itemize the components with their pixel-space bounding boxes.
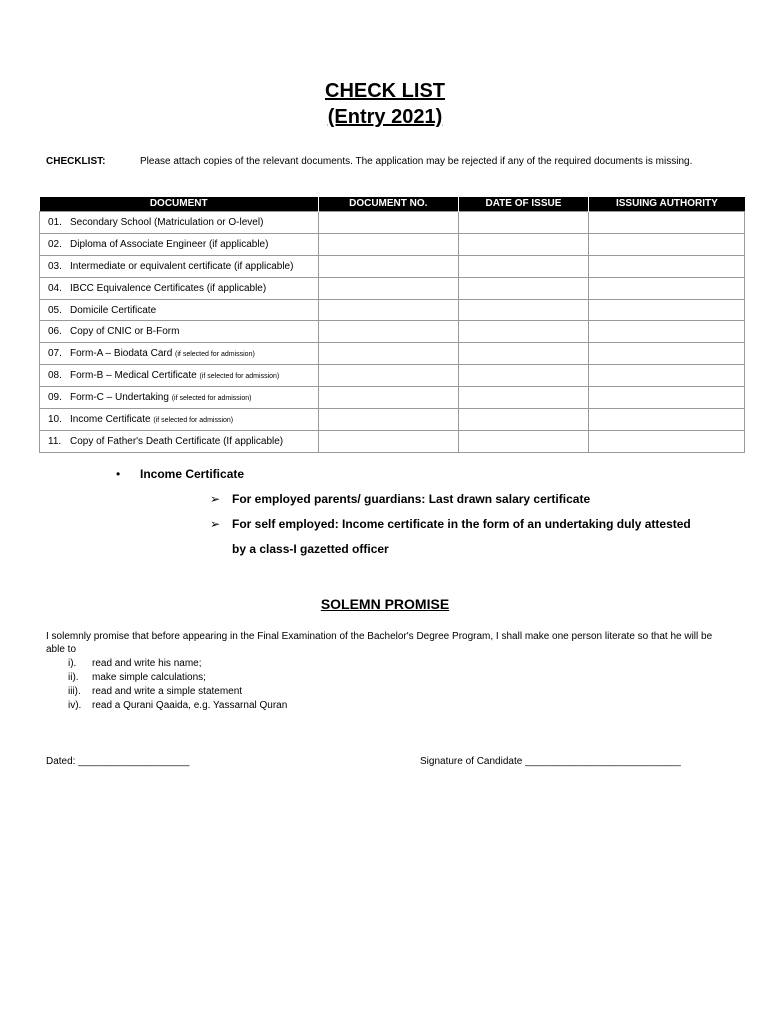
document-note: (if selected for admission) [171, 395, 252, 403]
header-document: DOCUMENT [40, 197, 319, 212]
table-row [40, 387, 745, 409]
date-of-issue-cell[interactable] [458, 255, 589, 277]
document-number: 03. [48, 260, 62, 272]
document-no-cell[interactable] [318, 321, 458, 343]
promise-item-number: i). [68, 658, 77, 669]
table-row [40, 430, 745, 452]
document-note: (if selected for admission) [199, 373, 280, 381]
header-issuing-authority: ISSUING AUTHORITY [589, 197, 745, 212]
promise-item-number: iv). [68, 700, 82, 711]
issuing-authority-cell[interactable] [589, 299, 745, 321]
document-cell [40, 255, 319, 277]
document-name: Form-A – Biodata Card [70, 348, 173, 360]
promise-item-number: iii). [68, 686, 81, 697]
checklist-label: CHECKLIST: [46, 156, 106, 167]
issuing-authority-cell[interactable] [589, 430, 745, 452]
date-of-issue-cell[interactable] [458, 212, 589, 234]
solemn-promise-paragraph: I solemnly promise that before appearing in the Final Examination of the Bachelor's Degree Program, I shall make one person literate so that he will be able to [46, 631, 713, 655]
table-row [40, 321, 745, 343]
document-number: 07. [48, 348, 62, 360]
promise-item-text: read a Qurani Qaaida, e.g. Yassarnal Quran [92, 700, 288, 711]
date-of-issue-cell[interactable] [458, 277, 589, 299]
document-no-cell[interactable] [318, 277, 458, 299]
document-name: Form-B – Medical Certificate [70, 370, 197, 382]
document-no-cell[interactable] [318, 212, 458, 234]
promise-item-text: make simple calculations; [92, 672, 206, 683]
issuing-authority-cell[interactable] [589, 255, 745, 277]
document-number: 08. [48, 370, 62, 382]
document-cell [40, 299, 319, 321]
document-number: 10. [48, 413, 62, 425]
document-no-cell[interactable] [318, 409, 458, 431]
title-block [0, 78, 770, 130]
document-number: 01. [48, 216, 62, 228]
date-of-issue-cell[interactable] [458, 299, 589, 321]
document-cell [40, 409, 319, 431]
document-name: Copy of Father's Death Certificate (If applicable) [70, 435, 284, 447]
document-no-cell[interactable] [318, 430, 458, 452]
document-cell [40, 343, 319, 365]
table-header-row [40, 197, 745, 212]
issuing-authority-cell[interactable] [589, 212, 745, 234]
document-number: 04. [48, 282, 62, 294]
page-title: CHECK LIST [325, 80, 445, 102]
arrow-bullet-icon: ➢ [210, 517, 221, 531]
income-certificate-title: Income Certificate [140, 467, 245, 481]
document-name: Diploma of Associate Engineer (if applicable) [70, 238, 269, 250]
document-no-cell[interactable] [318, 387, 458, 409]
dated-field: Dated: ____________________ [46, 756, 190, 767]
document-name: Intermediate or equivalent certificate (if applicable) [70, 260, 294, 272]
document-note: (if selected for admission) [153, 416, 234, 424]
issuing-authority-cell[interactable] [589, 277, 745, 299]
date-of-issue-cell[interactable] [458, 430, 589, 452]
document-cell [40, 387, 319, 409]
document-number: 09. [48, 392, 62, 404]
table-row [40, 277, 745, 299]
date-of-issue-cell[interactable] [458, 233, 589, 255]
promise-item-number: ii). [68, 672, 79, 683]
arrow-bullet-icon: ➢ [210, 492, 221, 506]
date-of-issue-cell[interactable] [458, 387, 589, 409]
table-row [40, 343, 745, 365]
table-row [40, 409, 745, 431]
income-sub-item-text: For employed parents/ guardians: Last drawn salary certificate [232, 492, 591, 506]
document-cell [40, 430, 319, 452]
promise-item-text: read and write his name; [92, 658, 202, 669]
table-row [40, 299, 745, 321]
document-name: Secondary School (Matriculation or O-level) [70, 216, 264, 228]
date-of-issue-cell[interactable] [458, 409, 589, 431]
bullet-icon: • [116, 467, 121, 481]
document-cell [40, 365, 319, 387]
documents-table [39, 197, 745, 453]
promise-item-text: read and write a simple statement [92, 686, 243, 697]
document-number: 06. [48, 326, 62, 338]
issuing-authority-cell[interactable] [589, 343, 745, 365]
document-no-cell[interactable] [318, 343, 458, 365]
table-row [40, 212, 745, 234]
issuing-authority-cell[interactable] [589, 409, 745, 431]
document-name: Income Certificate [70, 413, 151, 425]
document-no-cell[interactable] [318, 365, 458, 387]
signature-field: Signature of Candidate ____________________________ [420, 756, 681, 767]
document-number: 11. [48, 435, 62, 447]
income-sub-item-text: For self employed: Income certificate in the form of an undertaking duly attested [232, 517, 691, 531]
document-name: IBCC Equivalence Certificates (if applicable) [70, 282, 267, 294]
document-note: (if selected for admission) [175, 351, 255, 359]
solemn-promise-title: SOLEMN PROMISE [320, 596, 450, 612]
table-row [40, 255, 745, 277]
issuing-authority-cell[interactable] [589, 387, 745, 409]
document-name: Domicile Certificate [70, 304, 157, 316]
issuing-authority-cell[interactable] [589, 233, 745, 255]
issuing-authority-cell[interactable] [589, 321, 745, 343]
date-of-issue-cell[interactable] [458, 343, 589, 365]
checklist-text: Please attach copies of the relevant documents. The application may be rejected if any of the required documents is missing. [140, 156, 693, 167]
date-of-issue-cell[interactable] [458, 321, 589, 343]
table-row [40, 233, 745, 255]
header-date-of-issue: DATE OF ISSUE [458, 197, 589, 212]
document-cell [40, 277, 319, 299]
document-name: Form-C – Undertaking [70, 392, 169, 404]
document-cell [40, 212, 319, 234]
document-name: Copy of CNIC or B-Form [70, 326, 180, 338]
date-of-issue-cell[interactable] [458, 365, 589, 387]
document-no-cell[interactable] [318, 233, 458, 255]
document-cell [40, 233, 319, 255]
issuing-authority-cell[interactable] [589, 365, 745, 387]
document-number: 02. [48, 238, 62, 250]
header-document-no: DOCUMENT NO. [318, 197, 458, 212]
table-row [40, 365, 745, 387]
page-subtitle: (Entry 2021) [327, 106, 443, 128]
document-cell [40, 321, 319, 343]
table-body [40, 212, 745, 453]
income-sub-item-text: by a class-I gazetted officer [232, 542, 389, 556]
document-number: 05. [48, 304, 62, 316]
document-no-cell[interactable] [318, 299, 458, 321]
document-no-cell[interactable] [318, 255, 458, 277]
